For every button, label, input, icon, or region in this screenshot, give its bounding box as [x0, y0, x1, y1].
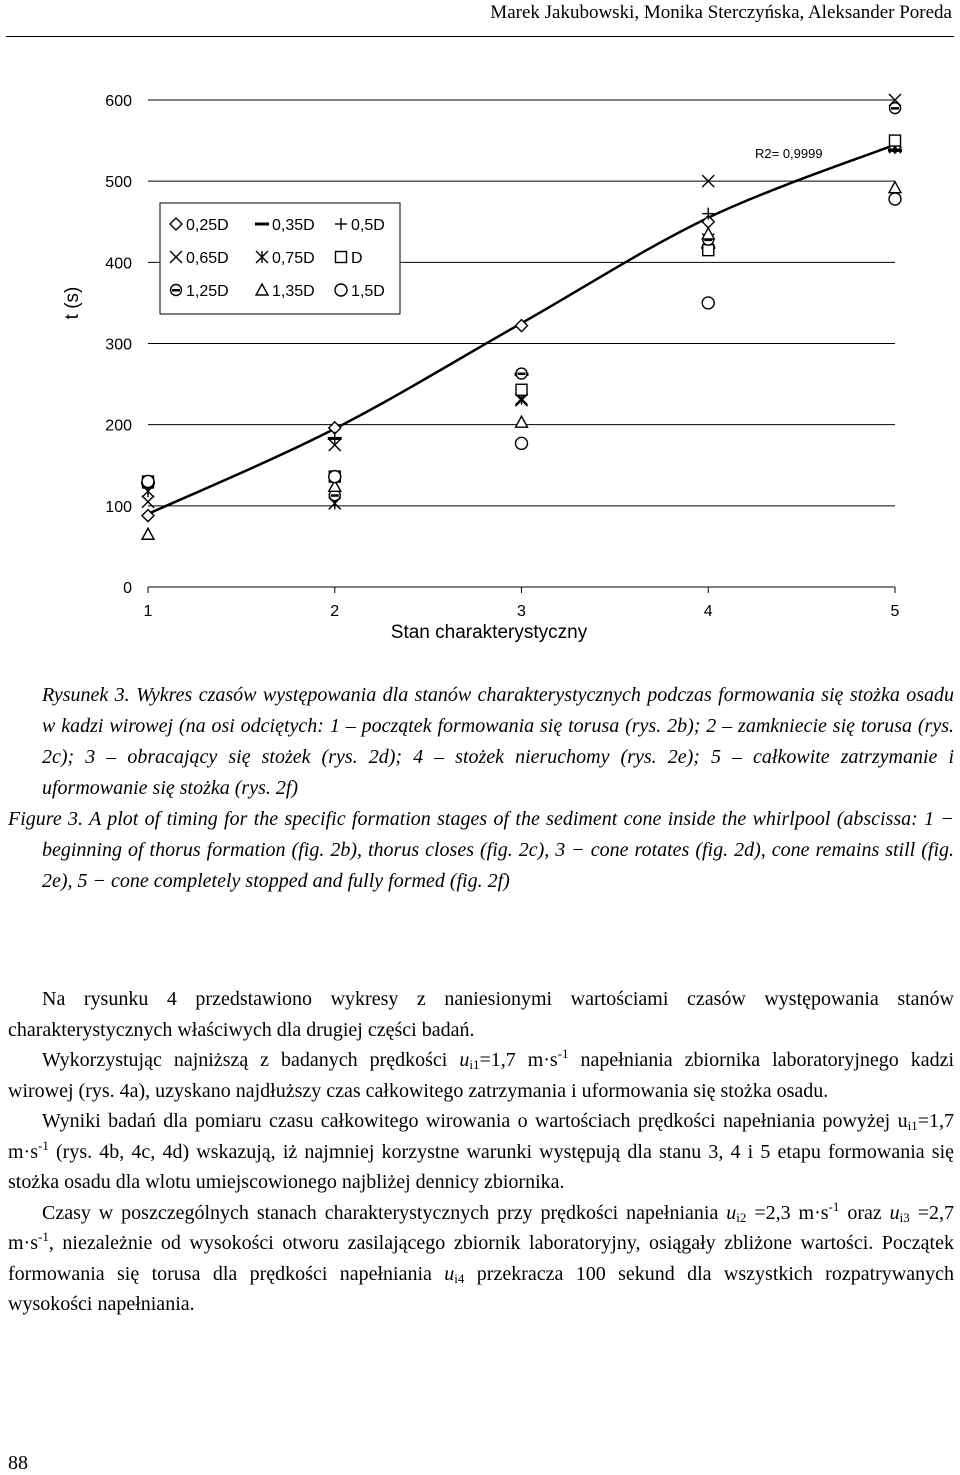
- legend-label-1-5D: 1,5D: [351, 283, 385, 300]
- page-number: 88: [8, 1452, 28, 1474]
- y-axis-label: t (s): [62, 286, 83, 320]
- data-point-1-25D-x5: [890, 103, 901, 114]
- p4-text-d: =2,7 m·s: [8, 1201, 955, 1254]
- data-point-1-5D-x3: [516, 437, 528, 449]
- p4-text-a: Czasy w poszczególnych stanach charakterystycznych przy prędkości napełniania: [42, 1201, 727, 1224]
- data-point-1-35D-x1: [142, 528, 154, 539]
- p3-sup: -1: [38, 1137, 49, 1153]
- p4-sub1: i2: [736, 1209, 747, 1225]
- legend-label-0-35D: 0,35D: [272, 217, 315, 234]
- body-text: [8, 984, 954, 1320]
- data-point-1-35D-x4: [702, 228, 714, 239]
- p2-sub: i1: [469, 1057, 480, 1072]
- caption-english-label: Figure 3.: [8, 808, 84, 830]
- chart: [0, 40, 960, 650]
- y-tick-label-300: 300: [105, 336, 132, 354]
- data-point-1-5D-x5: [889, 193, 901, 205]
- data-point-1-5D-x4: [702, 297, 714, 309]
- p3-text-b: =1,7 m·s: [8, 1110, 954, 1163]
- y-tick-label-400: 400: [105, 255, 132, 273]
- legend-label-0-5D: 0,5D: [351, 217, 385, 234]
- paragraph-1: Na rysunku 4 przedstawiono wykresy z naniesionymi wartościami czasów występowania stanów charakterystycznych właściwych dla drugiej części badań.: [8, 988, 954, 1041]
- p2-text-a: Wykorzystując najniższą z badanych prędkości: [42, 1049, 460, 1071]
- caption-polish-text: Wykres czasów występowania dla stanów charakterystycznych podczas formowania się stożka osadu w kadzi wirowej (na osi odciętych: 1 – początek formowania się torusa (rys. 2b); 2 – zamkniecie się torusa (rys. 2c); 3 – obracający się stożek (rys. 2d); 4 – stożek nieruchomy (rys. 2e); 5 – całkowite zatrzymanie i uformowanie się stożka (rys. 2f): [42, 684, 954, 799]
- legend-label-0-75D: 0,75D: [272, 250, 315, 267]
- data-point-1-25D-x3: [516, 368, 527, 379]
- legend-label-1-35D: 1,35D: [272, 283, 315, 300]
- legend-marker-0-35D: [255, 223, 269, 226]
- caption-polish-label: Rysunek 3.: [42, 684, 130, 706]
- legend-marker-D: [336, 252, 347, 263]
- legend-label-0-65D: 0,65D: [186, 250, 229, 267]
- x-tick-label-4: 4: [703, 603, 713, 620]
- y-tick-label-0: 0: [123, 580, 132, 597]
- p2-text-c: napełniania zbiornika laboratoryjnego kadzi wirowej (rys. 4a), uzyskano najdłuższy czas całkowitego zatrzymania i uformowania się stożka osadu.: [8, 1049, 955, 1102]
- paragraph-3: [8, 1106, 954, 1198]
- x-tick-label-5: 5: [890, 603, 900, 620]
- p4-symbol-u3: u: [444, 1262, 455, 1285]
- figure-caption: [8, 680, 954, 897]
- data-point-1-5D-x1: [142, 475, 154, 487]
- p2-symbol-u: u: [459, 1049, 470, 1071]
- p4-sub2: i3: [899, 1209, 910, 1225]
- r2-label: R2= 0,9999: [755, 146, 823, 161]
- x-tick-label-2: 2: [330, 603, 340, 620]
- caption-english-text: A plot of timing for the specific formation stages of the sediment cone inside the whirlpool (abscissa: 1 − beginning of thorus formation (fig. 2b), thorus closes (fig. 2c), 3 − cone rotates (fig. 2d), cone remains still (fig. 2e), 5 − cone completely stopped and fully formed (fig. 2f): [42, 808, 955, 892]
- legend-marker-1-5D: [335, 284, 347, 296]
- x-axis-label: Stan charakterystyczny: [390, 622, 588, 643]
- p4-sup2: -1: [38, 1229, 49, 1244]
- p4-sub3: i4: [454, 1270, 465, 1286]
- data-point-0-5D-x4: [702, 208, 714, 220]
- p4-text-e: , niezależnie od wysokości otworu zasilającego zbiornik laboratoryjny, osiągały zbliżone wartości. Początek formowania się torusa dla prędkości napełniania: [8, 1232, 954, 1285]
- p4-symbol-u1: u: [726, 1201, 737, 1224]
- p4-sup1: -1: [828, 1198, 840, 1214]
- x-tick-label-3: 3: [517, 603, 526, 620]
- p3-text-a: Wyniki badań dla pomiaru czasu całkowitego wirowania o wartościach prędkości napełniania powyżej u: [42, 1110, 908, 1132]
- y-tick-label-500: 500: [105, 174, 132, 192]
- p3-text-c: (rys. 4b, 4c, 4d) wskazują, iż najmniej korzystne warunki występują dla stanu 3, 4 i 5 etapu formowania się stożka osadu dla wlotu umiejscowionego najbliżej dennicy zbiornika.: [8, 1140, 954, 1193]
- data-point-D-x5: [890, 135, 901, 146]
- data-point-D-x4: [703, 245, 714, 256]
- p4-text-b: =2,3 m·s: [746, 1201, 829, 1224]
- legend-label-0-25D: 0,25D: [186, 217, 229, 234]
- p2-sup: -1: [557, 1046, 569, 1061]
- data-point-1-35D-x3: [516, 416, 528, 427]
- x-tick-label-1: 1: [143, 603, 153, 620]
- p4-text-c: oraz: [839, 1201, 890, 1224]
- p3-sub: i1: [907, 1118, 918, 1133]
- paragraph-2: [8, 1045, 954, 1106]
- p2-text-b: =1,7 m·s: [479, 1049, 558, 1071]
- p4-text-f: przekracza 100 sekund dla wszystkich rozpatrywanych wysokości napełniania.: [8, 1262, 954, 1315]
- paragraph-4: [8, 1198, 954, 1320]
- data-point-D-x3: [516, 384, 527, 395]
- data-point-1-35D-x5: [889, 182, 901, 193]
- data-point-1-5D-x2: [329, 471, 341, 483]
- header-rule: [6, 36, 954, 37]
- legend-label-D: D: [351, 250, 363, 267]
- p4-symbol-u2: u: [889, 1201, 900, 1224]
- data-point-0-5D-x2: [329, 432, 341, 444]
- y-tick-label-100: 100: [105, 498, 132, 516]
- caption-english: [8, 804, 954, 897]
- header-authors: Marek Jakubowski, Monika Sterczyńska, Aleksander Poreda: [490, 2, 952, 23]
- page-header: [0, 0, 960, 40]
- legend-marker-1-25D: [171, 285, 182, 296]
- y-tick-label-600: 600: [105, 93, 132, 110]
- legend: [160, 203, 400, 314]
- y-tick-label-200: 200: [105, 417, 132, 435]
- legend-label-1-25D: 1,25D: [186, 283, 229, 300]
- caption-polish: [8, 680, 954, 804]
